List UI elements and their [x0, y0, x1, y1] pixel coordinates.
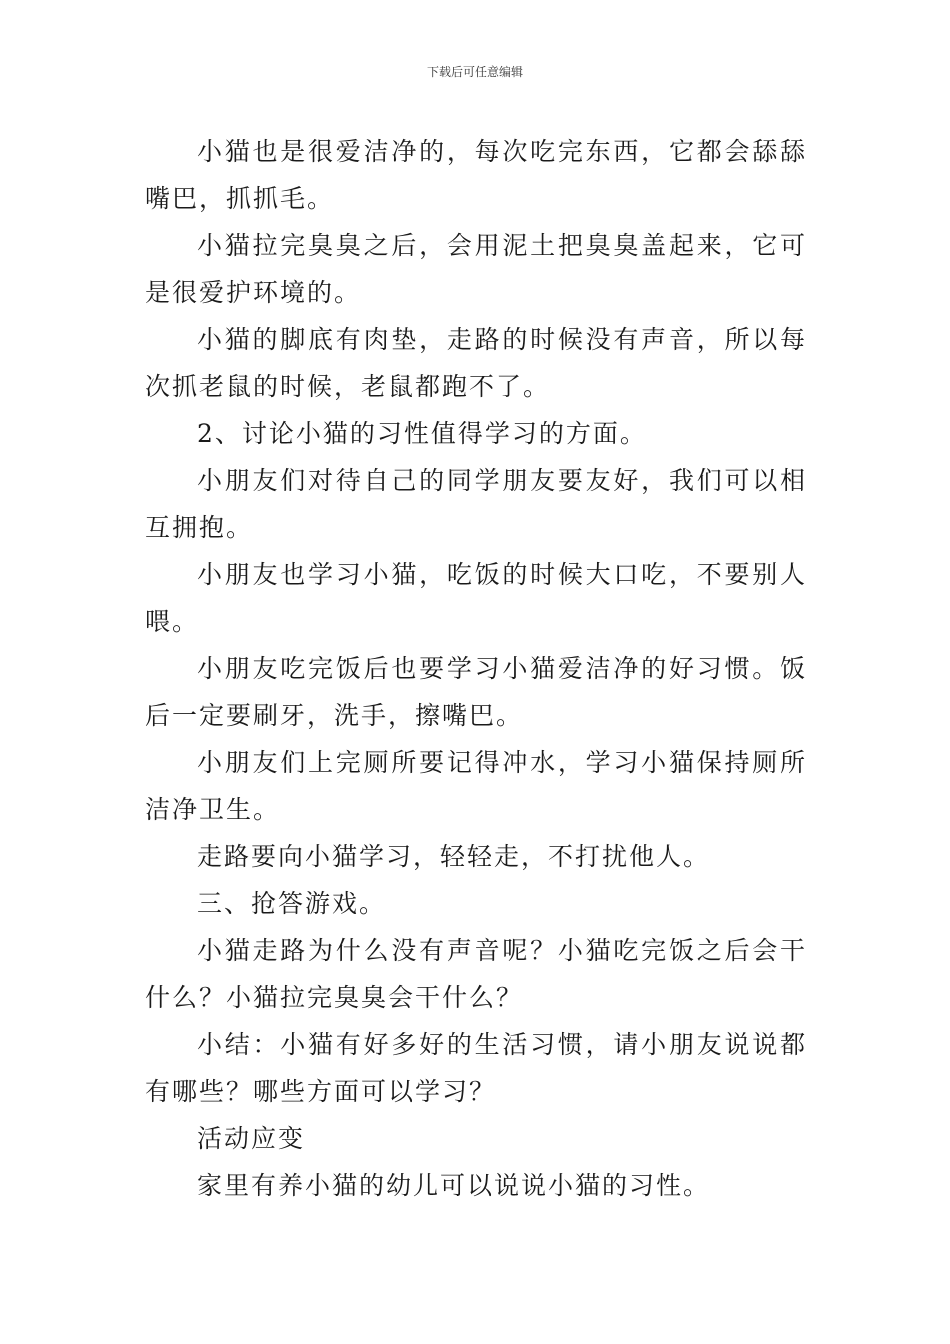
paragraph: 小朋友们对待自己的同学朋友要友好，我们可以相互拥抱。 — [145, 466, 807, 542]
summary-paragraph: 小结：小猫有好多好的生活习惯，请小朋友说说都有哪些？哪些方面可以学习？ — [145, 1030, 807, 1106]
section-heading: 三、抢答游戏。 — [197, 889, 387, 918]
document-body — [145, 128, 807, 1209]
paragraph: 小猫也是很爱洁净的，每次吃完东西，它都会舔舔嘴巴，抓抓毛。 — [145, 137, 807, 213]
section-heading: 活动应变 — [197, 1124, 306, 1153]
paragraph: 小猫拉完臭臭之后，会用泥土把臭臭盖起来，它可是很爱护环境的。 — [145, 231, 807, 307]
section-subheading: 2、讨论小猫的习性值得学习的方面。 — [197, 419, 647, 448]
paragraph: 走路要向小猫学习，轻轻走，不打扰他人。 — [197, 842, 711, 871]
page-header: 下载后可任意编辑 — [426, 65, 523, 79]
paragraph: 小朋友也学习小猫，吃饭的时候大口吃，不要别人喂。 — [145, 560, 807, 636]
paragraph: 小朋友们上完厕所要记得冲水，学习小猫保持厕所洁净卫生。 — [145, 748, 807, 824]
paragraph: 小朋友吃完饭后也要学习小猫爱洁净的好习惯。饭后一定要刷牙，洗手，擦嘴巴。 — [145, 654, 807, 730]
paragraph: 家里有养小猫的幼儿可以说说小猫的习性。 — [197, 1171, 711, 1200]
paragraph: 小猫的脚底有肉垫，走路的时候没有声音，所以每次抓老鼠的时候，老鼠都跑不了。 — [145, 325, 807, 401]
paragraph: 小猫走路为什么没有声音呢？小猫吃完饭之后会干什么？小猫拉完臭臭会干什么？ — [145, 936, 807, 1012]
